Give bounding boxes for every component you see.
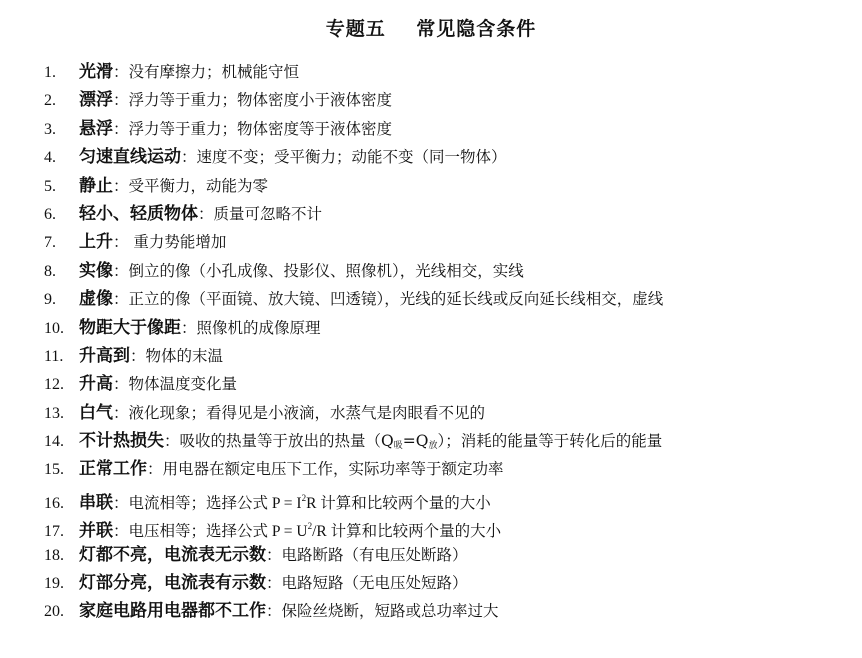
item-number: 17. — [44, 523, 64, 541]
item-term: 物距大于像距 — [79, 317, 181, 338]
item-number: 6. — [44, 205, 56, 223]
item-term: 静止 — [79, 175, 113, 196]
item-number: 19. — [44, 575, 64, 593]
item-description: ：正立的像（平面镜、放大镜、凹透镜），光线的延长线或反向延长线相交，虚线 — [113, 290, 664, 309]
item-description — [164, 432, 662, 450]
item-term: 灯都不亮，电流表无示数 — [79, 544, 266, 565]
item-number: 20. — [44, 603, 64, 621]
list-item — [44, 115, 854, 143]
item-description: ：没有摩擦力；机械能守恒 — [113, 63, 300, 81]
item-description: ：浮力等于重力；物体密度等于液体密度 — [113, 119, 393, 138]
item-term: 实像 — [79, 260, 113, 281]
item-number: 8. — [44, 262, 56, 280]
item-number: 16. — [44, 494, 64, 512]
list-item — [44, 200, 854, 228]
list-item — [44, 512, 854, 540]
list-item — [44, 285, 854, 313]
condition-list — [44, 58, 854, 626]
subscript-released: 放 — [428, 441, 438, 452]
item-description: ：物体温度变化量 — [113, 375, 238, 394]
item-number: 7. — [44, 234, 56, 252]
item-description — [113, 523, 501, 540]
item-description: ：保险丝烧断，短路或总功率过大 — [266, 602, 499, 621]
item-term: 悬浮 — [79, 118, 113, 139]
item-term: 白气 — [79, 402, 113, 423]
item-description: ：用电器在额定电压下工作，实际功率等于额定功率 — [147, 460, 504, 479]
item-term: 升高到 — [79, 345, 130, 366]
item-term: 光滑 — [79, 62, 113, 82]
item-description: ： 重力势能增加 — [113, 233, 227, 252]
item-number: 2. — [44, 92, 56, 110]
item-number: 4. — [44, 149, 56, 167]
list-item — [44, 597, 854, 625]
list-item — [44, 569, 854, 597]
list-item — [44, 427, 854, 455]
item-term: 灯部分亮，电流表有示数 — [79, 573, 266, 594]
item-description: ：电路断路（有电压处断路） — [266, 545, 468, 564]
list-item — [44, 86, 854, 114]
list-item — [44, 143, 854, 171]
item-term: 升高 — [79, 374, 113, 395]
subscript-absorbed: 吸 — [393, 441, 403, 452]
description-part: ：吸收的热量等于放出的热量（Q — [164, 432, 394, 451]
list-item — [44, 228, 854, 256]
list-item — [44, 58, 854, 86]
item-term: 不计热损失 — [79, 431, 164, 452]
item-description — [113, 492, 491, 512]
item-term: 轻小、轻质物体 — [79, 203, 198, 224]
list-item — [44, 541, 854, 569]
item-term: 匀速直线运动 — [79, 147, 181, 168]
description-part: =Q — [402, 432, 429, 451]
item-description: ：物体的末温 — [130, 346, 224, 365]
item-term: 正常工作 — [79, 459, 147, 480]
list-item — [44, 484, 854, 512]
list-item — [44, 455, 854, 483]
item-number: 15. — [44, 461, 64, 479]
item-number: 10. — [44, 319, 64, 337]
list-item — [44, 257, 854, 285]
page-title: 专题五 常见隐含条件 — [325, 18, 537, 40]
superscript-exponent: 2 — [307, 521, 313, 532]
list-item — [44, 172, 854, 200]
item-description: ：电路短路（无电压处短路） — [266, 574, 468, 593]
item-description: ：受平衡力，动能为零 — [113, 176, 269, 195]
item-description: ：速度不变；受平衡力；动能不变（同一物体） — [181, 148, 507, 167]
item-number: 5. — [44, 177, 56, 195]
list-item — [44, 399, 854, 427]
description-part: R 计算和比较两个量的大小 — [306, 494, 491, 512]
item-number: 18. — [44, 546, 64, 564]
item-term: 家庭电路用电器都不工作 — [79, 601, 266, 622]
item-term: 虚像 — [79, 289, 113, 310]
item-description: ：液化现象；看得见是小液滴，水蒸气是肉眼看不见的 — [113, 403, 486, 422]
item-term: 串联 — [79, 492, 113, 513]
description-part: ：电流相等；选择公式 P = I — [113, 494, 302, 512]
list-item — [44, 342, 854, 370]
item-term: 漂浮 — [79, 90, 113, 111]
item-term: 上升 — [79, 232, 113, 253]
item-number: 1. — [44, 64, 56, 81]
item-number: 9. — [44, 291, 56, 309]
item-description: ：质量可忽略不计 — [198, 204, 323, 223]
item-description: ：照像机的成像原理 — [181, 318, 321, 337]
list-item — [44, 370, 854, 398]
item-number: 3. — [44, 120, 56, 138]
item-number: 13. — [44, 404, 64, 422]
superscript-exponent: 2 — [301, 492, 307, 503]
item-number: 11. — [44, 347, 64, 365]
item-number: 14. — [44, 433, 64, 451]
description-part: ：电压相等；选择公式 P = U — [113, 523, 308, 541]
item-number: 12. — [44, 376, 64, 394]
description-part: /R 计算和比较两个量的大小 — [312, 523, 502, 541]
list-item — [44, 314, 854, 342]
item-description: ：浮力等于重力；物体密度小于液体密度 — [113, 91, 393, 110]
description-part: ）；消耗的能量等于转化后的能量 — [437, 432, 663, 451]
item-description: ：倒立的像（小孔成像、投影仪、照像机），光线相交，实线 — [113, 261, 524, 280]
item-term: 并联 — [79, 521, 113, 542]
